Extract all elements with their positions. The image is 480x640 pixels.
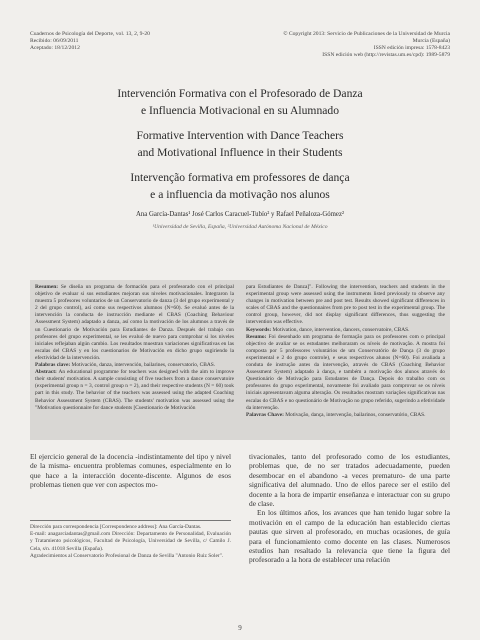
body-paragraph: El ejercicio general de la docencia -indistintamente del tipo y nivel de la misma- encuentra problemas comunes, especialmente en lo que hace a la interacción docente-discente. Algunos de esos problemas tienen que ver con aspectos mo-: [30, 452, 231, 490]
title-line: Formative Intervention with Dance Teachers: [136, 129, 344, 142]
correspondence-email: E-mail: anagarciadantas@gmail.com Dirección: Departamento de Personalidad, Evaluación y Tratamiento psicológicos, Facultad de Psicología, Universidad de Sevilla, c/ Camilo J. Cela, s/n. 41018 Sevilla (España).: [30, 531, 231, 552]
page-number: 9: [238, 624, 242, 632]
abstract-paragraph: [246, 284, 445, 327]
publisher-location: Murcia (España): [412, 38, 450, 44]
abstract-text: Motivación, danza, intervención, bailarines, conservatorio, CBAS.: [70, 362, 216, 369]
abstract-text: An educational programme for teachers was designed with the aim to improve their students' motivation. A sample consisting of five teachers from a dance conservatoire (experimental group n = 3, control group n = 2), and their respective students (N = 60) took part in this study. The behavior of the teachers was assessed using the adapted Coaching Behavior Assessment System (CBAS). The students' motivation was assessed using the "Motivation questionnaire for dance students [Cuestionario de Motivación: [35, 369, 234, 411]
body-paragraph: tivacionales, tanto del profesorado como de los estudiantes, problemas que, de no ser tratados adecuadamente, pueden desembocar en el abandono -a veces prematuro- de una parte significativa del alumnado. Uno de ellos parece ser el estilo del docente a la hora de impartir enseñanza e interactuar con su grupo de clase.: [249, 452, 450, 509]
body-column-right: [249, 452, 450, 565]
abstract-paragraph: [246, 412, 445, 419]
issn-web: ISSN edición web (http://revistas.um.es/cpd): 1989-5879: [322, 52, 450, 58]
abstract-text: Foi desenhado um programa de formação para os professores com o principal objectivo de avaliar se os estudantes melhoraram os níveis de motivação. A mostra foi composta por 5 professores voluntários de um Conservatório de Dança (3 do grupo experimental e 2 do grupo controle), e seus respectivos alunos (N=60). Foi avaliada a conduta de instrução antes da intervenção, através do CBAS (Coaching Behavior Assessment System) adaptado à dança, e também a motivação dos alunos através do Questionário de Motivação para Estudantes de Dança. Depois do trabalho com os professores do grupo experimental, novamente foi avaliado para comprovar se os níveis iniciais apresentavam alguma alteração. Os resultados mostram variações significativas nas escalas do CBAS e no questionário de Motivação no grupo referido, sugerindo a efetividade da intervenção.: [246, 333, 445, 411]
abstract-text: Se diseña un programa de formación para el profesorado con el principal objetivo de evaluar si sus estudiantes mejoran sus niveles motivacionales. Integraron la muestra 5 profesores voluntarios de un Conservatorio de danza (3 del grupo experimental y 2 del grupo control), así como sus respectivos alumnos (N=60). Se evaluó antes de la intervención la conducta de instrucción mediante el CBAS (Coaching Behaviour Assessment System) adaptado a danza, así como la motivación de los alumnos a través de un Cuestionario de Motivación para Estudiantes de Danza. Después del trabajo con profesores del grupo experimental, se les evaluó de nuevo para comprobar si los niveles iniciales reflejaban algún cambio. Los resultados muestran variaciones significativas en las escalas del CBAS y en los cuestionarios de Motivación en dicho grupo sugiriendo la efectividad de la intervención.: [35, 284, 234, 361]
abstract-column-left: [35, 284, 234, 412]
received-date: Recibido: 06/09/2011: [30, 38, 79, 44]
abstract-label: Resumo:: [246, 333, 267, 340]
title-portuguese: [30, 169, 450, 203]
abstract-label: Resumen:: [35, 284, 59, 290]
abstract-label: Abstract:: [35, 369, 57, 376]
authors: Ana García-Dantas¹ José Carlos Caracuel-Tubío² y Rafael Peñaloza-Gómez²: [136, 211, 344, 218]
title-line: Intervención Formativa con el Profesorado de Danza: [117, 87, 363, 100]
abstract-column-right: [246, 284, 445, 419]
abstract-text: para Estudiantes de Danza]". Following the intervention, teachers and students in the experimental group were assessed using the instruments listed previously to observe any changes in motivation between pre and post test. Results showed significant differences in scales of CBAS and the questionnaires from pre to post test in the experimental group. The control group, however, did not display significant differences, thus suggesting the intervention was effective.: [246, 284, 445, 326]
affiliations: ¹Universidad de Sevilla, España, ²Universidad Autónoma Nacional de México: [152, 224, 328, 230]
title-line: e a influencia da motivação nos alunos: [150, 188, 330, 201]
journal-header-left: [30, 31, 230, 52]
issn-print: ISSN edición impresa: 1578-8423: [373, 45, 450, 51]
title-line: Intervenção formativa em professores de dança: [130, 171, 350, 184]
abstract-label: Palavras Chave:: [246, 411, 284, 418]
abstract-paragraph: [246, 327, 445, 334]
abstract-text: Motivação, dança, intervenção, bailarinos, conservatório, CBAS.: [283, 411, 426, 418]
title-english: [30, 127, 450, 161]
abstract-label: Palabras clave:: [35, 362, 71, 369]
title-line: e Influencia Motivacional en su Alumnado: [140, 104, 339, 117]
abstract-paragraph: [246, 334, 445, 412]
abstract-paragraph: [35, 284, 234, 362]
abstract-box: [30, 280, 450, 440]
journal-citation: Cuadernos de Psicología del Deporte, vol. 13, 2, 9-20: [30, 31, 150, 37]
acknowledgements: Agradecimientos al Conservatorio Profesional de Danza de Sevilla "Antonio Ruiz Soler".: [30, 552, 224, 559]
correspondence-address: Dirección para correspondencia [Correspondence address]: Ana García-Dantas.: [30, 524, 202, 530]
article-titles: [30, 85, 450, 230]
abstract-paragraph: [35, 369, 234, 412]
title-spanish: [30, 85, 450, 119]
copyright-line: © Copyright 2013: Servicio de Publicaciones de la Universidad de Murcia: [283, 31, 450, 37]
correspondence-footnote: [30, 520, 231, 560]
abstract-text: Motivation, dance, intervention, dancers, conservatoire, CBAS.: [271, 326, 410, 333]
accepted-date: Aceptado: 18/12/2012: [30, 45, 80, 51]
body-paragraph: En los últimos años, los avances que han tenido lugar sobre la motivación en el campo de la educación han establecido ciertas pautas que sirven al profesorado, en muchas ocasiones, de guía para el funcionamiento como docente en las clases. Numerosos estudios han resaltado la relevancia que tiene la figura del profesorado a la hora de establecer una relación: [249, 508, 450, 565]
title-line: and Motivational Influence in their Students: [137, 146, 343, 159]
body-column-left: [30, 452, 231, 490]
journal-header-right: [220, 31, 450, 59]
abstract-label: Keywords:: [246, 326, 272, 333]
